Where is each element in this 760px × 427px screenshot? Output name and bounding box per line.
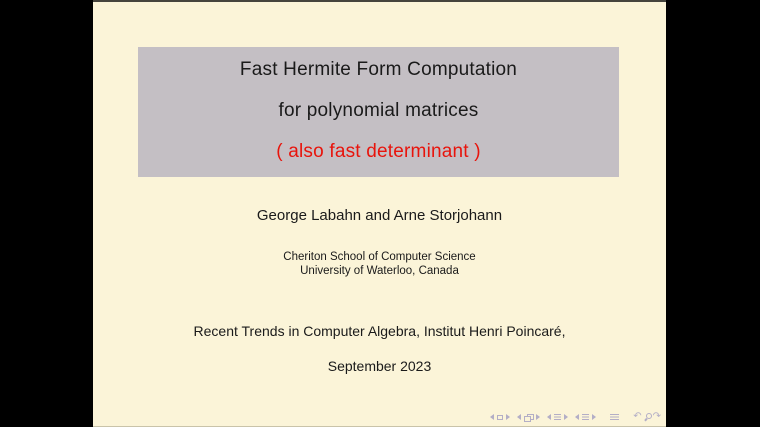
slide-title-line-1: Fast Hermite Form Computation (239, 59, 518, 80)
frame-icon[interactable] (524, 414, 533, 421)
next-subsection-icon[interactable] (564, 414, 568, 420)
prev-slide-icon[interactable] (490, 414, 494, 420)
slide-title-line-3: ( also fast determinant ) (276, 141, 481, 162)
prev-subsection-icon[interactable] (547, 414, 551, 420)
next-frame-icon[interactable] (536, 414, 540, 420)
letterbox-left (0, 0, 93, 427)
subsection-icon[interactable] (554, 414, 561, 420)
prev-section-icon[interactable] (575, 414, 579, 420)
title-box (138, 47, 619, 177)
section-nav-group (575, 414, 596, 420)
authors: George Labahn and Arne Storjohann (256, 207, 503, 224)
history-search-group (633, 413, 661, 421)
next-section-icon[interactable] (592, 414, 596, 420)
prev-frame-icon[interactable] (517, 414, 521, 420)
section-icon[interactable] (582, 414, 589, 420)
subsection-nav-group (547, 414, 568, 420)
slide-nav-group (490, 414, 510, 420)
beamer-navigation-bar (483, 413, 661, 421)
next-slide-icon[interactable] (506, 414, 510, 420)
event-name: Recent Trends in Computer Algebra, Institut Henri Poincaré, (193, 323, 566, 339)
frame-nav-group (517, 414, 540, 421)
back-icon[interactable]: ↶ (633, 411, 642, 422)
presentation-nav-group (610, 414, 619, 420)
event-date: September 2023 (327, 358, 432, 374)
search-icon[interactable] (644, 413, 651, 421)
slide-title-line-2: for polynomial matrices (278, 100, 479, 121)
forward-icon[interactable]: ↷ (652, 411, 661, 422)
institute-line-2: University of Waterloo, Canada (300, 265, 459, 277)
institute (93, 250, 666, 278)
presentation-icon[interactable] (610, 414, 619, 420)
beamer-title-slide (93, 0, 666, 427)
letterbox-right (666, 0, 760, 427)
institute-line-1: Cheriton School of Computer Science (283, 251, 476, 263)
slide-icon[interactable] (497, 415, 503, 420)
